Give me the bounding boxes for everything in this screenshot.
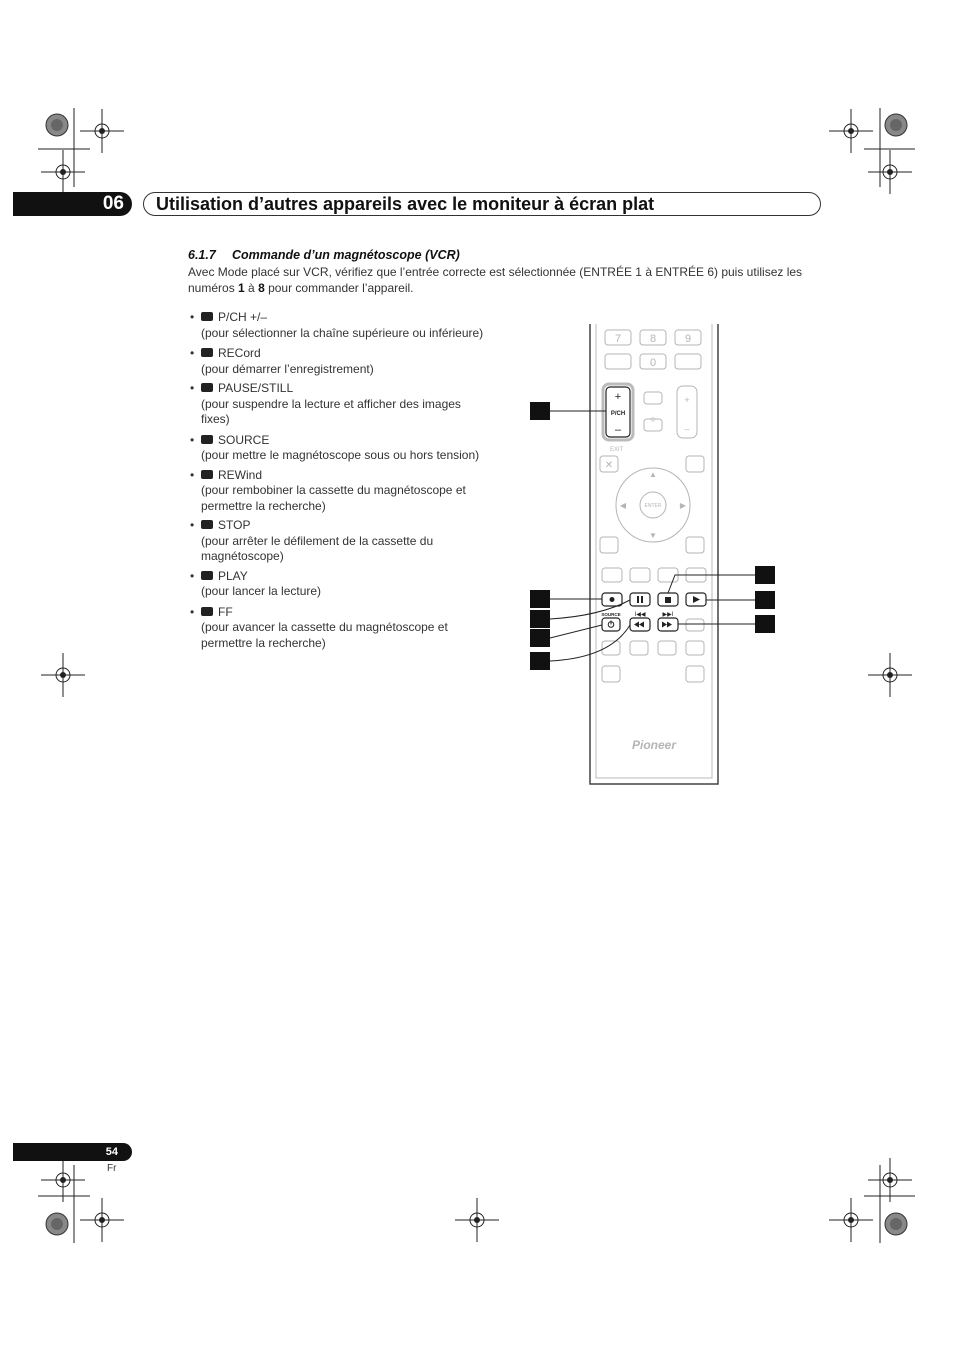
vol-minus: – [684,424,690,434]
item-name: REWind [218,467,263,482]
callout-rec [530,590,550,608]
callout-play [755,591,775,609]
svg-text:I◀◀: I◀◀ [634,612,646,618]
callout-source [530,629,550,647]
svg-text:▼: ▼ [649,531,657,540]
function-list [190,310,490,651]
item-desc: (pour suspendre la lecture et afficher des images fixes) [201,396,461,426]
svg-text:◎: ◎ [650,417,656,423]
pch-minus: – [614,424,622,436]
svg-text:▶: ▶ [679,501,687,510]
list-item: • PLAY (pour lancer la lecture) [190,569,490,600]
svg-text:✕: ✕ [604,460,614,471]
callout-marker-icon [201,520,213,529]
stop-icon [665,597,671,603]
svg-text:▶▶I: ▶▶I [662,612,674,618]
item-desc: (pour sélectionner la chaîne supérieure ou inférieure) [201,325,484,340]
pause-button [630,593,650,606]
section-heading [188,248,460,262]
pch-plus: + [614,391,622,403]
item-desc: (pour lancer la lecture) [201,584,322,598]
callout-marker-icon [201,435,213,444]
digit-7: 7 [614,333,622,345]
item-desc: (pour mettre le magnétoscope sous ou hors tension) [201,448,480,462]
language-code: Fr [107,1163,117,1174]
list-item: • FF (pour avancer la cassette du magnétoscope et permettre la recherche) [190,605,490,652]
item-name: PLAY [218,568,248,583]
vol-plus: + [684,395,690,405]
item-desc: (pour rembobiner la cassette du magnétoscope et permettre la recherche) [201,483,466,513]
exit-label: EXIT [610,447,624,453]
pch-label: P/CH [610,411,626,417]
item-desc: (pour avancer la cassette du magnétoscope et permettre la recherche) [201,620,448,650]
list-item: • P/CH +/– (pour sélectionner la chaîne supérieure ou inférieure) [190,310,490,341]
intro-text-1: Avec Mode placé sur VCR, vérifiez que l’entrée correcte est sélectionnée (ENTRÉE 1 à ENTRÉE 6) puis utilisez les numéros [188,265,803,295]
digit-9: 9 [684,333,692,345]
callout-pause [530,610,550,628]
callout-marker-icon [201,312,213,321]
section-number: 6.1.7 [188,248,216,262]
brand-logo: Pioneer [631,738,677,752]
remote-illustration [520,318,780,794]
callout-ff [755,615,775,633]
svg-text:▲: ▲ [649,470,657,479]
source-label: SOURCE [601,612,621,617]
rec-icon [610,597,615,602]
callout-marker-icon [201,607,213,616]
item-name: STOP [218,518,251,532]
callout-marker-icon [201,571,213,580]
list-item: • SOURCE (pour mettre le magnétoscope sous ou hors tension) [190,433,490,464]
item-name: P/CH +/– [218,310,268,324]
chapter-number: 06 [13,192,132,216]
chapter-title: Utilisation d’autres appareils avec le moniteur à écran plat [143,192,821,216]
item-name: SOURCE [218,432,270,447]
section-title: Commande d’un magnétoscope (VCR) [232,248,460,262]
callout-stop [755,566,775,584]
section-intro [188,264,828,296]
item-name: FF [218,604,233,619]
digit-0: 0 [649,357,657,369]
page-number: 54 [13,1143,132,1161]
callout-pch [530,402,550,420]
pause-icon [637,596,639,603]
intro-bold-1: 1 [238,281,245,295]
callout-rew [530,652,550,670]
callout-marker-icon [201,470,213,479]
list-item: • REWind (pour rembobiner la cassette du magnétoscope et permettre la recherche) [190,468,490,515]
callout-marker-icon [201,348,213,357]
item-name: PAUSE/STILL [218,381,294,395]
item-name: RECord [218,346,261,360]
digit-8: 8 [649,333,657,345]
callout-marker-icon [201,383,213,392]
enter-label: ENTER [644,503,662,509]
list-item: • PAUSE/STILL (pour suspendre la lecture et afficher des images fixes) [190,381,490,428]
svg-text:◀: ◀ [619,501,627,510]
intro-text-2: pour commander l’appareil. [264,281,414,295]
list-item: • RECord (pour démarrer l’enregistrement) [190,346,490,377]
intro-bold-2: 8 [258,281,265,295]
item-desc: (pour arrêter le défilement de la cassette du magnétoscope) [201,533,434,563]
intro-text-mid: à [244,281,259,295]
list-item: • STOP (pour arrêter le défilement de la cassette du magnétoscope) [190,518,490,565]
item-desc: (pour démarrer l’enregistrement) [201,361,374,376]
